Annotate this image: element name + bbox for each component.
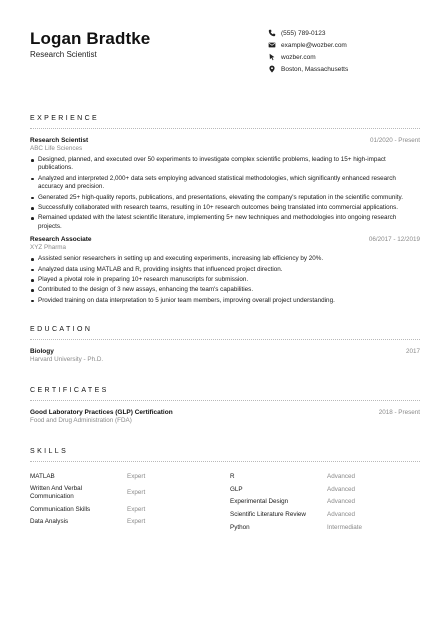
certificate-header-row — [30, 409, 420, 417]
section-divider — [30, 400, 420, 401]
location-pin-icon — [268, 65, 276, 73]
job-entry — [30, 236, 420, 305]
skill-level: Expert — [127, 472, 146, 480]
phone-icon — [268, 29, 276, 37]
job-bullet: Remained updated with the latest scientific literature, implementing 5+ new techniques and methodologies into ongoing research projects. — [30, 214, 420, 231]
job-entry — [30, 137, 420, 231]
contact-location — [268, 63, 428, 75]
experience-section — [30, 114, 420, 305]
job-position: Research Scientist — [30, 137, 89, 144]
certificate-dates: 2018 - Present — [378, 409, 420, 417]
skill-name: MATLAB — [30, 472, 55, 480]
job-header-row — [30, 137, 420, 145]
skill-item — [230, 470, 420, 483]
skill-item — [30, 483, 220, 503]
job-bullet: Generated 25+ high-quality reports, publications, and presentations, elevating the company's reputation in the scientific community. — [30, 194, 420, 202]
job-bullet: Successfully collaborated with research teams, resulting in 10+ research outcomes being translated into commercial applications. — [30, 204, 420, 212]
skill-name: GLP — [230, 485, 243, 493]
skill-level: Advanced — [327, 511, 356, 519]
skill-item — [30, 503, 220, 516]
education-year: 2017 — [405, 348, 420, 356]
contact-email-text: example@wozber.com — [281, 41, 347, 49]
skill-name: R — [230, 472, 235, 480]
job-position: Research Associate — [30, 236, 92, 244]
experience-heading: EXPERIENCE — [30, 115, 100, 122]
job-bullet: Played a pivotal role in preparing 10+ research manuscripts for submission. — [30, 276, 420, 284]
skill-level: Expert — [127, 489, 146, 497]
job-bullet: Contributed to the design of 3 new assays, enhancing the team's capabilities. — [30, 286, 420, 294]
section-divider — [30, 339, 420, 340]
education-section — [30, 325, 420, 364]
job-bullet: Analyzed data using MATLAB and R, providing insights that influenced project direction. — [30, 266, 420, 274]
skill-name: Experimental Design — [230, 498, 289, 506]
education-entry — [30, 348, 420, 364]
skill-name: Written And Verbal Communication — [30, 485, 83, 501]
contact-block — [268, 27, 428, 75]
education-field: Biology — [30, 348, 54, 356]
education-heading: EDUCATION — [30, 326, 93, 334]
skill-name: Data Analysis — [30, 518, 69, 526]
skill-item — [230, 509, 420, 522]
skill-level: Intermediate — [327, 524, 363, 532]
certificate-name: Good Laboratory Practices (GLP) Certification — [30, 409, 173, 417]
skill-item — [30, 516, 220, 529]
job-dates: 01/2020 - Present — [369, 137, 420, 144]
education-school: Harvard University - Ph.D. — [30, 356, 104, 364]
job-dates: 06/2017 - 12/2019 — [368, 236, 420, 244]
skill-level: Advanced — [327, 485, 356, 493]
resume-header — [30, 30, 420, 102]
contact-email[interactable] — [268, 39, 428, 51]
job-company: ABC Life Sciences — [30, 145, 83, 152]
skill-level: Advanced — [327, 472, 356, 480]
certificate-entry — [30, 409, 420, 425]
section-divider — [30, 461, 420, 462]
certificate-issuer: Food and Drug Administration (FDA) — [30, 417, 132, 425]
envelope-icon — [268, 41, 276, 49]
education-header-row — [30, 348, 420, 356]
skills-section — [30, 447, 420, 534]
skill-name: Python — [230, 524, 250, 532]
cursor-icon — [268, 53, 276, 61]
job-header-row — [30, 236, 420, 244]
skill-item — [230, 496, 420, 509]
certificates-section — [30, 386, 420, 425]
job-bullet: Provided training on data interpretation to 5 junior team members, improving overall project understanding. — [30, 297, 420, 305]
skill-item — [230, 483, 420, 496]
job-company: XYZ Pharma — [30, 244, 67, 252]
contact-website[interactable] — [268, 51, 428, 63]
skill-level: Expert — [127, 505, 146, 513]
skills-column-left — [30, 470, 220, 534]
job-bullet: Analyzed and interpreted 2,000+ data sets employing advanced statistical methodologies, which significantly enhanced research accuracy and precision. — [30, 175, 420, 192]
skills-heading: SKILLS — [30, 448, 69, 456]
job-bullet: Designed, planned, and executed over 50 experiments to investigate complex scientific problems, leading to 15+ high-impact publications. — [30, 156, 420, 173]
skill-name: Scientific Literature Review — [230, 511, 306, 519]
skill-item — [230, 521, 420, 534]
contact-website-text: wozber.com — [281, 53, 316, 61]
skill-item — [30, 470, 220, 483]
skills-grid — [30, 470, 420, 534]
section-divider — [30, 128, 420, 129]
skill-level: Advanced — [327, 498, 356, 506]
skills-column-right — [230, 470, 420, 534]
job-bullet: Assisted senior researchers in setting up and executing experiments, increasing lab efficiency by 20%. — [30, 255, 420, 263]
contact-phone-text: (555) 789-0123 — [281, 29, 326, 37]
skill-name: Communication Skills — [30, 505, 91, 513]
candidate-role: Research Scientist — [30, 50, 97, 59]
candidate-name: Logan Bradtke — [30, 29, 151, 48]
skill-level: Expert — [127, 518, 146, 526]
certificates-heading: CERTIFICATES — [30, 387, 109, 395]
contact-location-text: Boston, Massachusetts — [281, 65, 349, 73]
contact-phone — [268, 27, 428, 39]
job-bullets — [30, 255, 420, 305]
job-bullets — [30, 156, 420, 231]
